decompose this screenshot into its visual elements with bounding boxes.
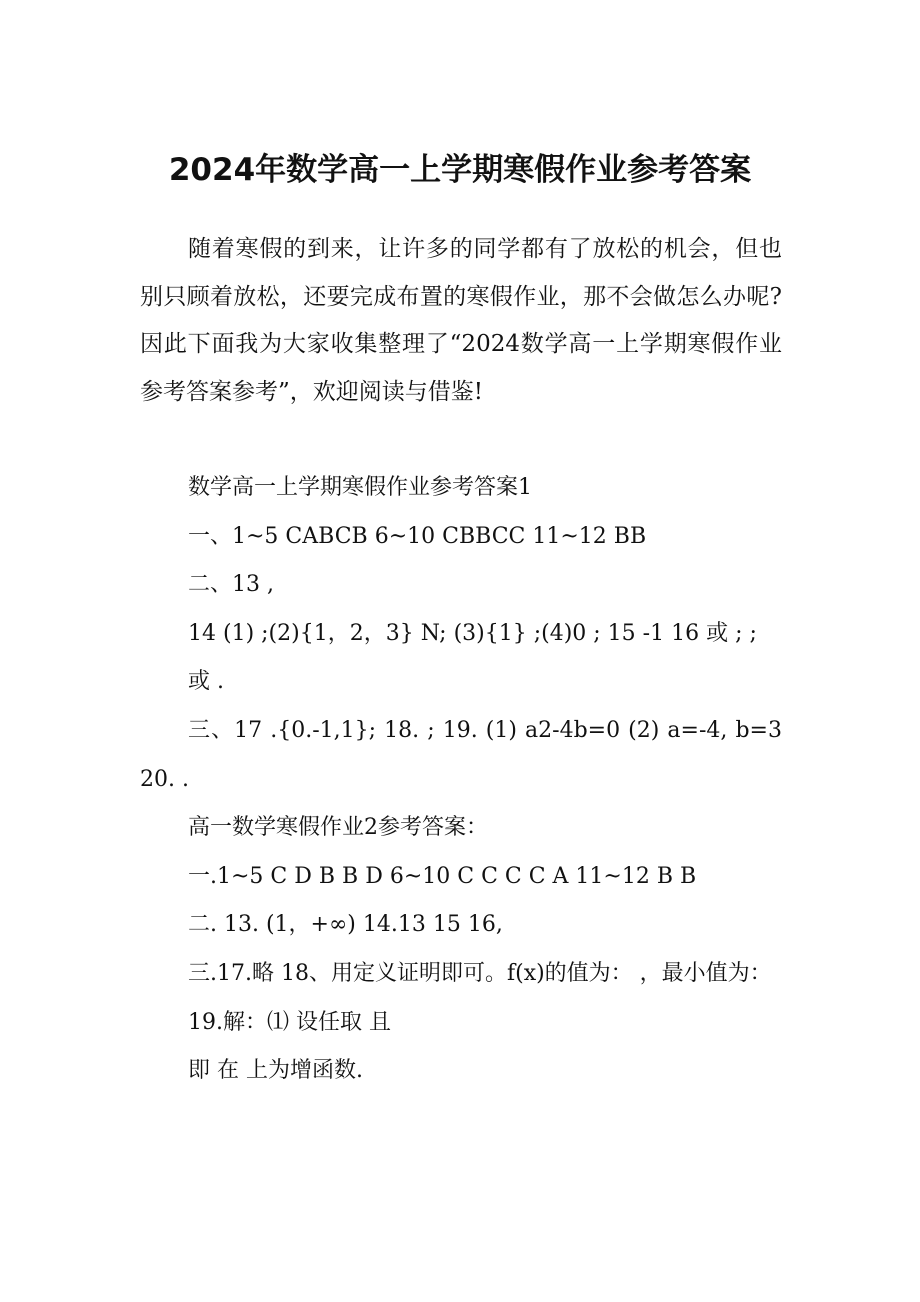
answer-line-fill-blank-3: 或 .: [188, 669, 224, 695]
answer-line-solutions-2: 三.17.略 18、用定义证明即可。f(x)的值为： ，最小值为：: [188, 960, 772, 986]
document-title: 2024年数学高一上学期寒假作业参考答案: [168, 152, 752, 188]
answer-line-fill-blank-4: 二. 13. (1，+∞) 14.13 15 16,: [188, 912, 503, 938]
answer-line-conclusion: 即 在 上为增函数.: [188, 1058, 363, 1084]
answer-line-solutions-1: 三、17 .{0.-1,1}; 18. ; 19. (1) a2-4b=0 (2) a=-4, b=3 20. .: [140, 717, 782, 792]
answer-line-multiple-choice-1: 一、1~5 CABCB 6~10 CBBCC 11~12 BB: [188, 523, 647, 549]
answer-content: [140, 464, 782, 1096]
answer-line-fill-blank-2: 14 (1) ;(2){1，2，3} N; (3){1} ;(4)0 ; 15 -1 16 或 ; ;: [188, 620, 757, 646]
answer-line-fill-blank-1: 二、13 ,: [188, 572, 274, 598]
intro-paragraph: 随着寒假的到来，让许多的同学都有了放松的机会，但也别只顾着放松，还要完成布置的寒假作业，那不会做怎么办呢?因此下面我为大家收集整理了“2024数学高一上学期寒假作业参考答案参考”，欢迎阅读与借鉴!: [140, 236, 782, 405]
answer-section-2-heading: 高一数学寒假作业2参考答案：: [188, 815, 488, 841]
answer-line-multiple-choice-2: 一.1~5 C D B B D 6~10 C C C C A 11~12 B B: [188, 863, 697, 889]
answer-line-solution-19: 19.解：⑴ 设任取 且: [188, 1009, 391, 1035]
answer-section-1-heading: 数学高一上学期寒假作业参考答案1: [188, 475, 532, 500]
